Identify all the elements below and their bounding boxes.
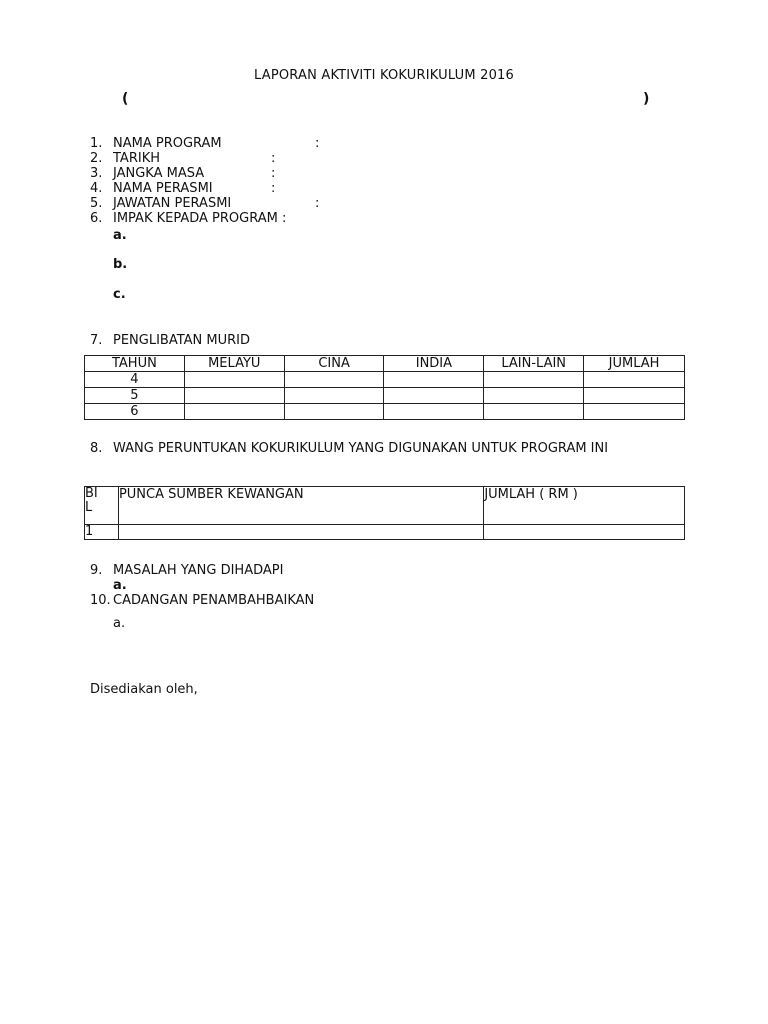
field-colon: : bbox=[315, 196, 320, 211]
field-number: 3. bbox=[90, 166, 103, 181]
table-row bbox=[85, 525, 685, 540]
table-cell bbox=[284, 372, 384, 388]
bil-part-2: L bbox=[85, 500, 93, 515]
table-cell: 4 bbox=[85, 372, 185, 388]
table-cell bbox=[384, 372, 484, 388]
table-cell bbox=[284, 404, 384, 420]
section-title: CADANGAN PENAMBAHBAIKAN bbox=[113, 593, 315, 608]
impak-item-a: a. bbox=[113, 228, 127, 243]
table-row bbox=[85, 372, 685, 388]
table-cell bbox=[584, 372, 685, 388]
table-cell bbox=[184, 404, 284, 420]
field-colon: : bbox=[271, 151, 276, 166]
table-cell bbox=[484, 372, 584, 388]
field-label: JAWATAN PERASMI bbox=[113, 196, 232, 211]
section-number: 10. bbox=[90, 593, 111, 608]
section-title: PENGLIBATAN MURID bbox=[113, 333, 251, 348]
masalah-item-a: a. bbox=[113, 578, 127, 593]
section-number: 9. bbox=[90, 563, 103, 578]
column-header-punca-sumber: PUNCA SUMBER KEWANGAN bbox=[118, 487, 483, 525]
table-cell bbox=[284, 388, 384, 404]
bil-part-1: BI bbox=[85, 486, 98, 501]
column-header-jumlah-rm: JUMLAH ( RM ) bbox=[484, 487, 685, 525]
field-number: 1. bbox=[90, 136, 103, 151]
column-header-cina: CINA bbox=[284, 356, 384, 372]
section-title: MASALAH YANG DIHADAPI bbox=[113, 563, 284, 578]
column-header-bil bbox=[85, 487, 119, 525]
field-number: 5. bbox=[90, 196, 103, 211]
penglibatan-murid-table bbox=[84, 355, 685, 420]
report-title: LAPORAN AKTIVITI KOKURIKULUM 2016 bbox=[253, 68, 515, 83]
cadangan-item-a: a. bbox=[113, 616, 126, 631]
table-cell bbox=[584, 388, 685, 404]
table-cell: 6 bbox=[85, 404, 185, 420]
column-header-india: INDIA bbox=[384, 356, 484, 372]
wang-peruntukan-table bbox=[84, 486, 685, 540]
paren-open: ( bbox=[122, 91, 129, 107]
field-label: IMPAK KEPADA PROGRAM : bbox=[113, 211, 287, 226]
section-number: 7. bbox=[90, 333, 103, 348]
table-cell bbox=[184, 372, 284, 388]
table-cell bbox=[184, 388, 284, 404]
field-number: 2. bbox=[90, 151, 103, 166]
impak-item-c: c. bbox=[113, 287, 126, 302]
table-cell bbox=[384, 388, 484, 404]
table-cell: 5 bbox=[85, 388, 185, 404]
table-cell bbox=[118, 525, 483, 540]
field-number: 6. bbox=[90, 211, 103, 226]
table-cell bbox=[584, 404, 685, 420]
column-header-melayu: MELAYU bbox=[184, 356, 284, 372]
field-colon: : bbox=[315, 136, 320, 151]
field-number: 4. bbox=[90, 181, 103, 196]
impak-item-b: b. bbox=[113, 257, 128, 272]
section-title: WANG PERUNTUKAN KOKURIKULUM YANG DIGUNAKAN UNTUK PROGRAM INI bbox=[113, 441, 609, 456]
field-label: NAMA PROGRAM bbox=[113, 136, 222, 151]
column-header-tahun: TAHUN bbox=[85, 356, 185, 372]
table-cell bbox=[484, 525, 685, 540]
field-label: NAMA PERASMI bbox=[113, 181, 213, 196]
column-header-jumlah: JUMLAH bbox=[584, 356, 685, 372]
field-colon: : bbox=[271, 166, 276, 181]
table-row bbox=[85, 388, 685, 404]
prepared-by-label: Disediakan oleh, bbox=[90, 682, 198, 697]
table-header-row bbox=[85, 487, 685, 525]
table-cell: 1 bbox=[85, 525, 119, 540]
table-cell bbox=[384, 404, 484, 420]
section-number: 8. bbox=[90, 441, 103, 456]
column-header-lain-lain: LAIN-LAIN bbox=[484, 356, 584, 372]
table-row bbox=[85, 404, 685, 420]
table-cell bbox=[484, 404, 584, 420]
table-header-row bbox=[85, 356, 685, 372]
field-label: JANGKA MASA bbox=[113, 166, 205, 181]
paren-close: ) bbox=[643, 91, 650, 107]
table-cell bbox=[484, 388, 584, 404]
field-colon: : bbox=[271, 181, 276, 196]
field-label: TARIKH bbox=[113, 151, 160, 166]
